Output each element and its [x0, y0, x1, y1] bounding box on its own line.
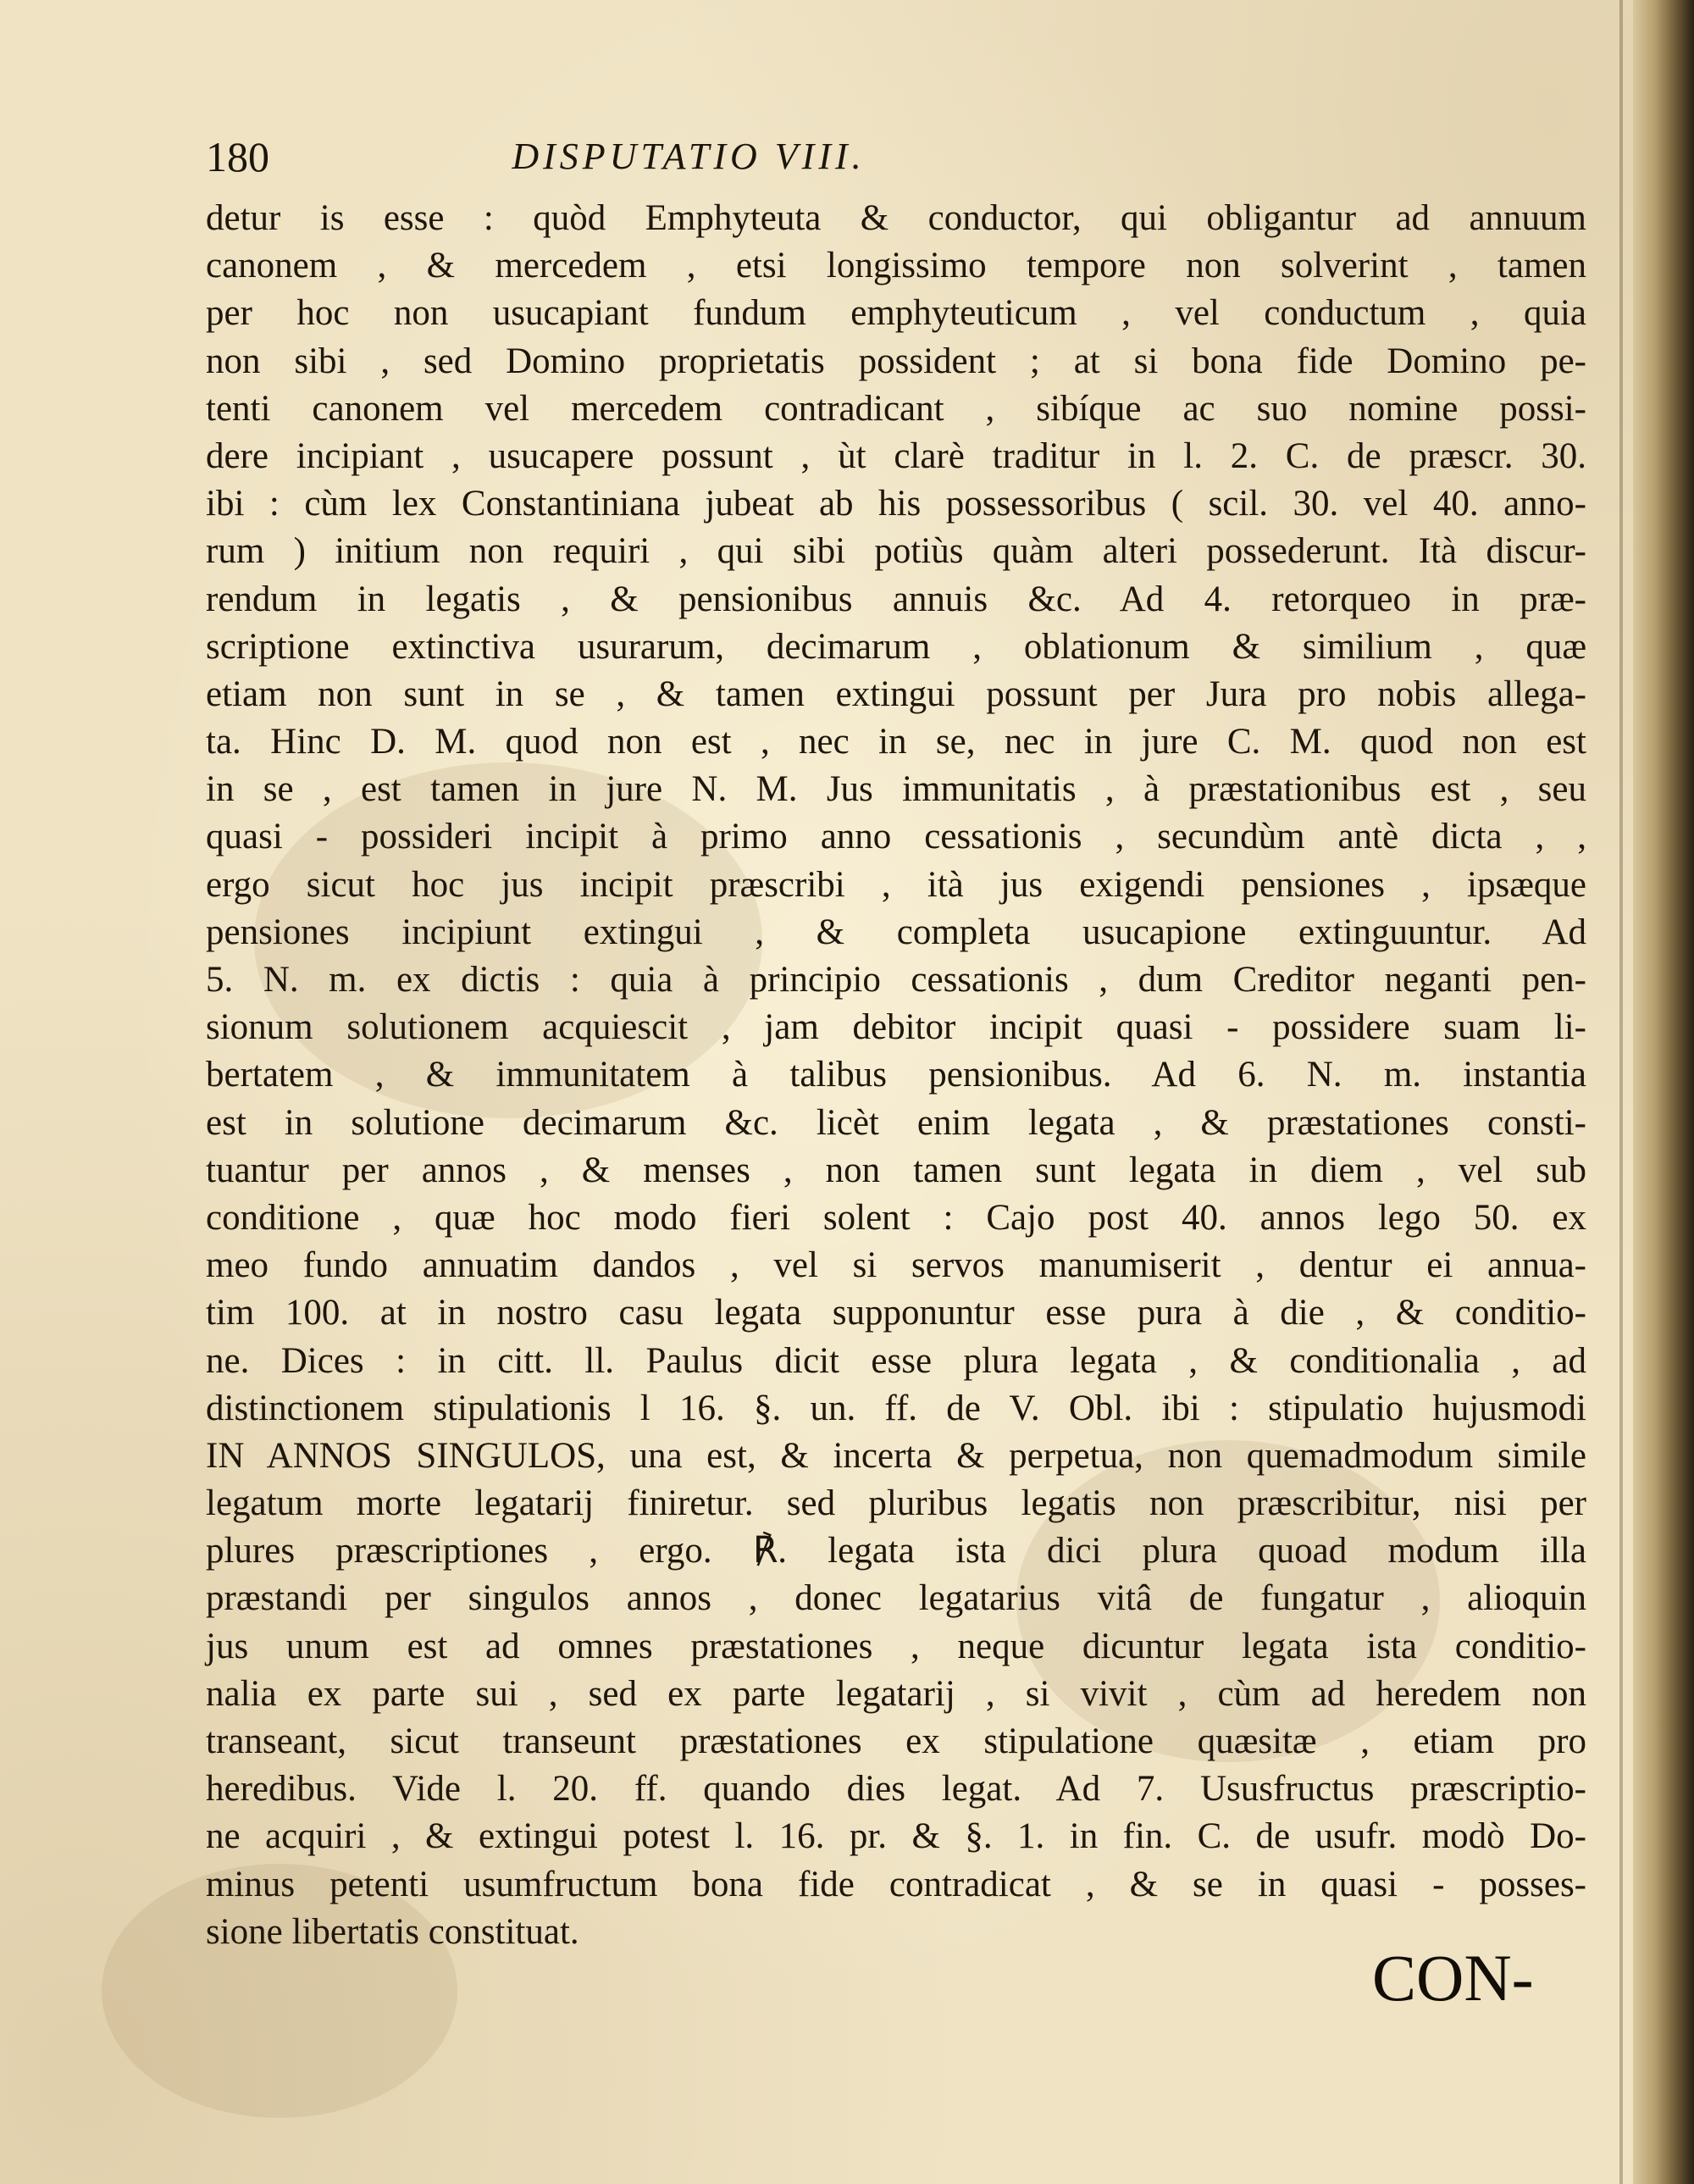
text-line: 5. N. m. ex dictis : quia à principio cessationis , dum Creditor neganti pen-: [206, 960, 1586, 1000]
body-text: [206, 195, 1586, 1956]
text-line: ne acquiri , & extingui potest l. 16. pr. & §. 1. in fin. C. de usufr. modò Do-: [206, 1816, 1586, 1857]
text-line: ne. Dices : in citt. ll. Paulus dicit esse plura legata , & conditionalia , ad: [206, 1340, 1586, 1381]
page-header: [206, 127, 1163, 186]
text-line: plures præscriptiones , ergo. ℟. legata ista dici plura quoad modum illa: [206, 1531, 1586, 1571]
text-line: pensiones incipiunt extingui , & completa usucapione extinguuntur. Ad: [206, 912, 1586, 952]
text-line: minus petenti usumfructum bona fide contradicat , & se in quasi - posses-: [206, 1864, 1586, 1904]
page-number: 180: [206, 133, 269, 180]
page-edge: [1619, 0, 1623, 2184]
text-line: tenti canonem vel mercedem contradicant , sibíque ac suo nomine possi-: [206, 388, 1586, 429]
text-line: rum ) initium non requiri , qui sibi potiùs quàm alteri possederunt. Ità discur-: [206, 531, 1586, 572]
text-line: dere incipiant , usucapere possunt , ùt clarè traditur in l. 2. C. de præscr. 30.: [206, 435, 1586, 476]
text-line: canonem , & mercedem , etsi longissimo tempore non solverint , tamen: [206, 246, 1586, 286]
text-line: sionum solutionem acquiescit , jam debitor incipit quasi - possidere suam li-: [206, 1007, 1586, 1048]
text-line: jus unum est ad omnes præstationes , neque dicuntur legata ista conditio-: [206, 1626, 1586, 1666]
catchword: CON-: [1372, 1941, 1534, 2015]
text-line: distinctionem stipulationis l 16. §. un. ff. de V. Obl. ibi : stipulatio hujusmodi: [206, 1388, 1586, 1428]
text-line: sione libertatis constituat.: [206, 1911, 579, 1952]
text-line: per hoc non usucapiant fundum emphyteuticum , vel conductum , quia: [206, 293, 1586, 334]
text-line: meo fundo annuatim dandos , vel si servos manumiserit , dentur ei annua-: [206, 1245, 1586, 1286]
text-line: nalia ex parte sui , sed ex parte legatarij , si vivit , cùm ad heredem non: [206, 1673, 1586, 1714]
text-line: heredibus. Vide l. 20. ff. quando dies legat. Ad 7. Ususfructus præscriptio-: [206, 1769, 1586, 1810]
text-line: legatum morte legatarij finiretur. sed pluribus legatis non præscribitur, nisi per: [206, 1483, 1586, 1524]
text-line: rendum in legatis , & pensionibus annuis &c. Ad 4. retorqueo in præ-: [206, 579, 1586, 619]
text-line: ibi : cùm lex Constantiniana jubeat ab his possessoribus ( scil. 30. vel 40. anno-: [206, 484, 1586, 524]
running-title: DISPUTATIO VIII.: [512, 136, 866, 177]
text-line: bertatem , & immunitatem à talibus pensionibus. Ad 6. N. m. instantia: [206, 1055, 1586, 1095]
text-line: scriptione extinctiva usurarum, decimarum , oblationum & similium , quæ: [206, 626, 1586, 667]
text-line: detur is esse : quòd Emphyteuta & conductor, qui obligantur ad annuum: [206, 198, 1586, 238]
text-line: quasi - possideri incipit à primo anno cessationis , secundùm antè dicta , ,: [206, 817, 1586, 857]
text-line: in se , est tamen in jure N. M. Jus immunitatis , à præstationibus est , seu: [206, 769, 1586, 810]
text-line: transeant, sicut transeunt præstationes ex stipulatione quæsitæ , etiam pro: [206, 1721, 1586, 1761]
text-line: conditione , quæ hoc modo fieri solent : Cajo post 40. annos lego 50. ex: [206, 1197, 1586, 1238]
text-line: ergo sicut hoc jus incipit præscribi , ità jus exigendi pensiones , ipsæque: [206, 864, 1586, 905]
text-line: est in solutione decimarum &c. licèt enim legata , & præstationes consti-: [206, 1102, 1586, 1143]
text-line: præstandi per singulos annos , donec legatarius vitâ de fungatur , alioquin: [206, 1578, 1586, 1619]
text-line: etiam non sunt in se , & tamen extingui possunt per Jura pro nobis allega-: [206, 673, 1586, 714]
text-line: IN ANNOS SINGULOS, una est, & incerta & perpetua, non quemadmodum simile: [206, 1435, 1586, 1476]
text-line: non sibi , sed Domino proprietatis possident ; at si bona fide Domino pe-: [206, 341, 1586, 381]
text-line: ta. Hinc D. M. quod non est , nec in se, nec in jure C. M. quod non est: [206, 722, 1586, 762]
text-line: tuantur per annos , & menses , non tamen sunt legata in diem , vel sub: [206, 1150, 1586, 1190]
book-gutter: [1633, 0, 1694, 2184]
text-line: tim 100. at in nostro casu legata supponuntur esse pura à die , & conditio-: [206, 1293, 1586, 1333]
